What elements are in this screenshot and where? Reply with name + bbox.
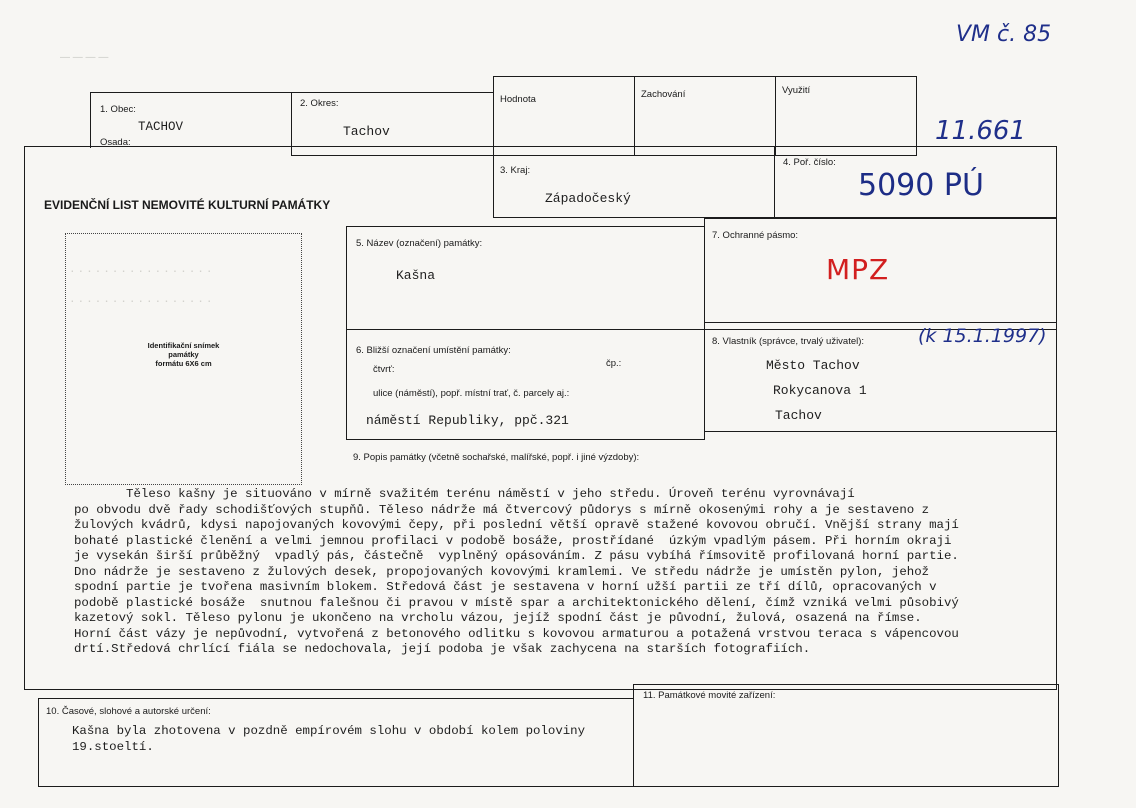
corner-mark: VM č. 85	[956, 22, 1052, 47]
osada-label: Osada:	[100, 137, 131, 148]
serial-number-handwritten: 5090 PÚ	[858, 168, 984, 203]
ulice-label: ulice (náměstí), popř. místní trať, č. parcely aj.:	[373, 388, 570, 399]
popis-line: je vysekán širší průběžný vpadlý pás, částečně vyplněný opásováním. Z pásu vybíhá římsovitě profilovaná horní partie.	[74, 549, 959, 563]
popis-line: žulových kvádrů, kdysi napojovaných kovovými čepy, při poslední větší opravě stažené kovovou obručí. Vnější strany mají	[74, 518, 959, 532]
ochranne-pasmo-value: MPZ	[826, 253, 890, 286]
kraj-label: 3. Kraj:	[500, 165, 531, 176]
kraj-cell	[493, 155, 775, 218]
okres-value: Tachov	[343, 124, 390, 139]
ghost-mark: · · · · · · · · · · · · · · · · ·	[70, 292, 212, 308]
casove-label: 10. Časové, slohové a autorské určení:	[46, 706, 211, 717]
registry-number: 11.661	[935, 116, 1026, 146]
nazev-label: 5. Název (označení) památky:	[356, 238, 483, 249]
movite-label: 11. Památkové movité zařízení:	[643, 690, 776, 701]
obec-label: 1. Obec:	[100, 104, 136, 115]
por-cislo-label: 4. Poř. číslo:	[783, 157, 836, 168]
umisteni-label: 6. Bližší označení umístění památky:	[356, 345, 511, 356]
vyuziti-label: Využití	[782, 85, 811, 96]
divider	[346, 439, 705, 440]
okres-label: 2. Okres:	[300, 98, 339, 109]
ochranne-pasmo-label: 7. Ochranné pásmo:	[712, 230, 799, 241]
popis-line: po obvodu dvě řady schodišťových stupňů. Těleso nádrže má čtvercový půdorys s mírně okosenými rohy a je sestaveno z	[74, 502, 930, 517]
vlastnik-label: 8. Vlastník (správce, trvalý uživatel):	[712, 336, 865, 347]
popis-line: Těleso kašny je situováno v mírně svažitém terénu náměstí v jeho středu. Úroveň terénu vyrovnávají	[74, 487, 855, 501]
ghost-mark: — — — —	[60, 52, 109, 63]
umisteni-value: náměstí Republiky, ppč.321	[366, 413, 569, 428]
popis-line: bohaté plastické členění a velmi jemnou profilaci v podobě bosáže, prostřídané úzkým vpadlým pásem. Při horním okraji	[74, 533, 952, 548]
photo-placeholder-text-2: památky	[168, 350, 199, 359]
popis-line: drtí.Středová chrlící fiála se nedochovala, její podoba je však zachycena na starších fotografiích.	[74, 642, 811, 656]
popis-line: podobě plastické bosáže snutnou falešnou či pravou v místě spar a architektonického dělení, čímž vzniká velmi působivý	[74, 595, 959, 610]
ctvrt-label: čtvrť:	[373, 364, 395, 375]
popis-line: spodní partie je tvořena masivním blokem. Středová část je sestavena v horní užší partii ze tří dílů, opracovaných v	[74, 580, 937, 594]
ghost-mark: · · · · · · · · · · · · · · · · ·	[70, 262, 212, 278]
popis-line: kazetový sokl. Těleso pylonu je ukončeno na vrcholu vázou, jejíž spodní část je původní, žulová, osazená na římse.	[74, 611, 922, 625]
casove-line-2: 19.stoeltí.	[72, 740, 154, 754]
photo-placeholder-text-3: formátu 6X6 cm	[155, 359, 212, 368]
kraj-value: Západočeský	[545, 191, 631, 206]
vlastnik-date-note: (k 15.1.1997)	[918, 325, 1047, 347]
form-title: EVIDENČNÍ LIST NEMOVITÉ KULTURNÍ PAMÁTKY	[44, 198, 331, 212]
vlastnik-line-3: Tachov	[775, 408, 822, 423]
nazev-value: Kašna	[396, 268, 436, 283]
popis-text	[74, 487, 959, 658]
popis-line: Dno nádrže je sestaveno z žulových desek, propojovaných kovovými kramlemi. Ve středu nádrže je umístěn pylon, jehož	[74, 564, 930, 579]
obec-value: TACHOV	[138, 120, 184, 134]
popis-line: Horní část vázy je nepůvodní, vytvořená z betonového odlitku s kovovou armaturou a potažená vrstvou teraca s vápencovou	[74, 626, 959, 641]
cp-label: čp.:	[606, 358, 622, 369]
photo-placeholder-text-1: Identifikační snímek	[147, 341, 220, 350]
hodnota-label: Hodnota	[500, 94, 536, 105]
hodnota-cell	[493, 76, 635, 156]
casove-line-1: Kašna byla zhotovena v pozdně empírovém slohu v období kolem poloviny	[72, 724, 586, 738]
photo-placeholder	[65, 233, 302, 485]
zachovani-label: Zachování	[641, 89, 686, 100]
popis-label: 9. Popis památky (včetně sochařské, malířské, popř. i jiné výzdoby):	[353, 452, 640, 463]
vlastnik-line-1: Město Tachov	[766, 358, 860, 373]
zachovani-cell	[634, 76, 776, 156]
vlastnik-line-2: Rokycanova 1	[773, 383, 867, 398]
